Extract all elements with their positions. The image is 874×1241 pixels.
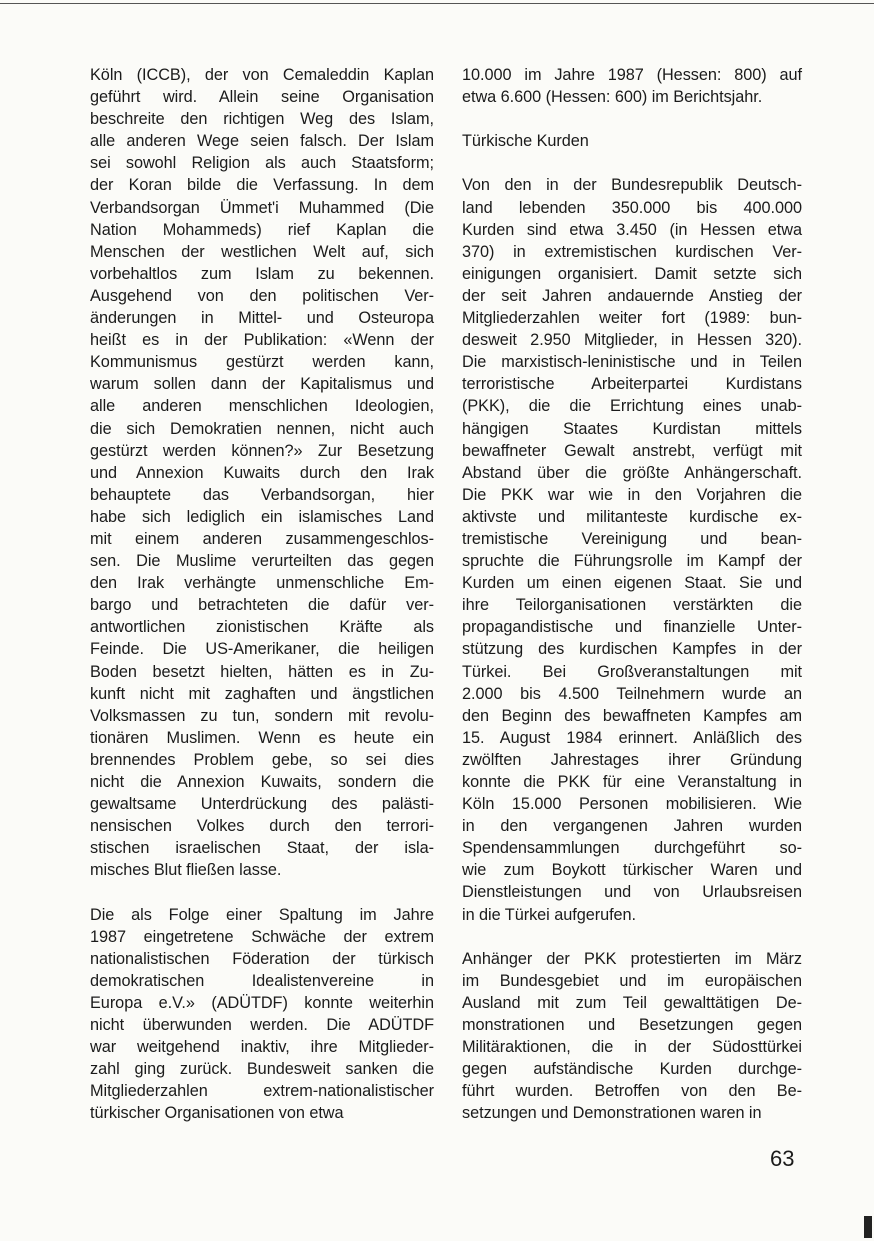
right-paragraph-2: [462, 174, 802, 925]
text-line: alle anderen menschlichen Ideologien,: [90, 397, 434, 416]
text-line: (PKK), die die Errichtung eines unab-: [462, 397, 802, 416]
text-line: Mitgliederzahlen extrem-nationalistischer: [90, 1082, 434, 1101]
text-line: geführt wird. Allein seine Organisation: [90, 88, 434, 107]
text-line: Militäraktionen, die in der Südosttürkei: [462, 1038, 802, 1057]
text-line: setzungen und Demonstrationen waren in: [462, 1104, 762, 1123]
text-line: in den vergangenen Jahren wurden: [462, 817, 802, 836]
section-heading: Türkische Kurden: [462, 132, 589, 151]
text-line: nationalistischen Föderation der türkisch: [90, 949, 434, 968]
text-line: etwa 6.600 (Hessen: 600) im Berichtsjahr.: [462, 88, 763, 107]
text-line: stischen israelischen Staat, der isla-: [90, 839, 434, 858]
text-line: antwortlichen zionistischen Kräfte als: [90, 618, 434, 637]
text-line: und Annexion Kuwaits durch den Irak: [90, 463, 434, 482]
text-line: propagandistische und finanzielle Unter-: [462, 618, 802, 637]
text-line: habe sich lediglich ein islamisches Land: [90, 507, 434, 526]
text-line: bewaffneter Gewalt anstrebt, verfügt mit: [462, 441, 802, 460]
text-line: nicht die Annexion Kuwaits, sondern die: [90, 773, 434, 791]
text-line: den Irak verhängte unmenschliche Em-: [90, 574, 434, 593]
text-line: nensischen Volkes durch den terrori-: [90, 817, 434, 836]
text-line: Boden besetzt hielten, hätten es in Zu-: [90, 662, 434, 681]
edge-mark: [864, 1216, 872, 1238]
text-line: Ausland mit zum Teil gewalttätigen De-: [462, 993, 802, 1012]
text-line: war weitgehend inaktiv, ihre Mitglieder-: [90, 1038, 434, 1057]
text-line: Köln 15.000 Personen mobilisieren. Wie: [462, 795, 802, 814]
text-line: brennendes Problem gebe, so sei dies: [90, 750, 434, 769]
left-paragraph-1: [90, 64, 434, 881]
page-number: 63: [770, 1146, 795, 1171]
text-line: Verbandsorgan Ümmet'i Muhammed (Die: [90, 198, 434, 217]
text-line: Feinde. Die US-Amerikaner, die heiligen: [90, 640, 434, 659]
text-line: Von den in der Bundesrepublik Deutsch-: [462, 176, 802, 195]
text-line: Nation Mohammeds) rief Kaplan die: [90, 220, 434, 239]
text-line: Köln (ICCB), der von Cemaleddin Kaplan: [90, 66, 434, 84]
text-line: Anhänger der PKK protestierten im März: [462, 949, 802, 968]
left-column: [90, 64, 434, 1125]
text-line: Spendensammlungen durchgeführt so-: [462, 839, 802, 858]
text-line: tionären Muslimen. Wenn es heute ein: [90, 728, 434, 747]
text-line: zwölften Jahrestages ihrer Gründung: [462, 750, 802, 769]
text-line: warum sollen dann der Kapitalismus und: [90, 375, 434, 394]
text-line: kunft nicht mit zaghaften und ängstlichen: [90, 684, 434, 703]
text-line: 2.000 bis 4.500 Teilnehmern wurde an: [462, 684, 802, 703]
text-line: tremistische Vereinigung und bean-: [462, 529, 802, 548]
text-line: 15. August 1984 erinnert. Anläßlich des: [462, 728, 802, 747]
text-line: spruchte die Führungsrolle im Kampf der: [462, 552, 802, 571]
text-line: im Bundesgebiet und im europäischen: [462, 971, 802, 990]
text-line: alle anderen Wege seien falsch. Der Islam: [90, 132, 434, 151]
right-paragraph-1: [462, 64, 802, 108]
text-line: Kommunismus gestürzt werden kann,: [90, 353, 434, 372]
text-line: behauptete das Verbandsorgan, hier: [90, 485, 434, 504]
text-line: ihre Teilorganisationen verstärkten die: [462, 596, 802, 615]
text-line: der seit Jahren andauernde Anstieg der: [462, 286, 802, 305]
text-line: nicht überwunden werden. Die ADÜTDF: [90, 1016, 434, 1035]
text-line: heißt es in der Publikation: «Wenn der: [90, 331, 434, 350]
text-line: führt wurden. Betroffen von den Be-: [462, 1082, 802, 1101]
text-line: Die als Folge einer Spaltung im Jahre: [90, 905, 434, 924]
text-line: Dienstleistungen und von Urlaubsreisen: [462, 883, 802, 902]
text-line: in die Türkei aufgerufen.: [462, 905, 637, 924]
text-line: türkischer Organisationen von etwa: [90, 1104, 344, 1123]
text-line: der Koran bilde die Verfassung. In dem: [90, 176, 434, 195]
text-line: Ausgehend von den politischen Ver-: [90, 286, 434, 305]
left-paragraph-2: [90, 904, 434, 1125]
text-line: konnte die PKK für eine Veranstaltung in: [462, 773, 802, 791]
text-line: land lebenden 350.000 bis 400.000: [462, 198, 802, 217]
text-line: wie zum Boykott türkischer Waren und: [462, 861, 802, 880]
text-line: 1987 eingetretene Schwäche der extrem: [90, 927, 434, 946]
text-line: misches Blut fließen lasse.: [90, 861, 282, 880]
text-line: demokratischen Idealistenvereine in: [90, 971, 434, 990]
text-line: gegen aufständische Kurden durchge-: [462, 1060, 802, 1079]
text-line: vorbehaltlos zum Islam zu bekennen.: [90, 264, 434, 283]
text-line: Türkei. Bei Großveranstaltungen mit: [462, 662, 802, 681]
text-line: Mitgliederzahlen weiter fort (1989: bun-: [462, 309, 802, 328]
text-line: Die PKK war wie in den Vorjahren die: [462, 485, 802, 504]
text-line: Volksmassen zu tun, sondern mit revolu-: [90, 706, 434, 725]
text-line: beschreite den richtigen Weg des Islam,: [90, 110, 434, 129]
text-line: gewaltsame Unterdrückung des palästi-: [90, 795, 434, 814]
text-line: mit einem anderen zusammengeschlos-: [90, 529, 434, 548]
right-paragraph-3: [462, 948, 802, 1125]
text-line: 370) in extremistischen kurdischen Ver-: [462, 242, 802, 261]
text-line: aktivste und militanteste kurdische ex-: [462, 507, 802, 526]
top-border-line: [0, 3, 874, 4]
text-line: bargo und betrachteten die dafür ver-: [90, 596, 434, 615]
text-line: monstrationen und Besetzungen gegen: [462, 1016, 802, 1035]
text-line: stützung des kurdischen Kampfes in der: [462, 640, 802, 659]
right-column: [462, 64, 802, 1125]
text-line: desweit 2.950 Mitglieder, in Hessen 320).: [462, 331, 802, 350]
text-line: den Beginn des bewaffneten Kampfes am: [462, 706, 802, 725]
text-line: Abstand über die größte Anhängerschaft.: [462, 463, 802, 482]
text-line: Die marxistisch-leninistische und in Teilen: [462, 353, 802, 372]
text-line: terroristische Arbeiterpartei Kurdistans: [462, 375, 802, 394]
text-line: 10.000 im Jahre 1987 (Hessen: 800) auf: [462, 66, 802, 84]
text-line: hängigen Staates Kurdistan mittels: [462, 419, 802, 438]
text-line: zahl ging zurück. Bundesweit sanken die: [90, 1060, 434, 1079]
text-line: Menschen der westlichen Welt auf, sich: [90, 242, 434, 261]
text-line: die sich Demokratien nennen, nicht auch: [90, 419, 434, 438]
text-line: änderungen in Mittel- und Osteuropa: [90, 309, 434, 328]
text-line: Europa e.V.» (ADÜTDF) konnte weiterhin: [90, 993, 434, 1012]
text-line: Kurden um einen eigenen Staat. Sie und: [462, 574, 802, 593]
text-line: einigungen organisiert. Damit setzte sich: [462, 264, 802, 283]
text-line: gestürzt werden können?» Zur Besetzung: [90, 441, 434, 460]
text-line: sen. Die Muslime verurteilten das gegen: [90, 552, 434, 571]
text-line: Kurden sind etwa 3.450 (in Hessen etwa: [462, 220, 802, 239]
text-line: sei sowohl Religion als auch Staatsform;: [90, 154, 434, 173]
